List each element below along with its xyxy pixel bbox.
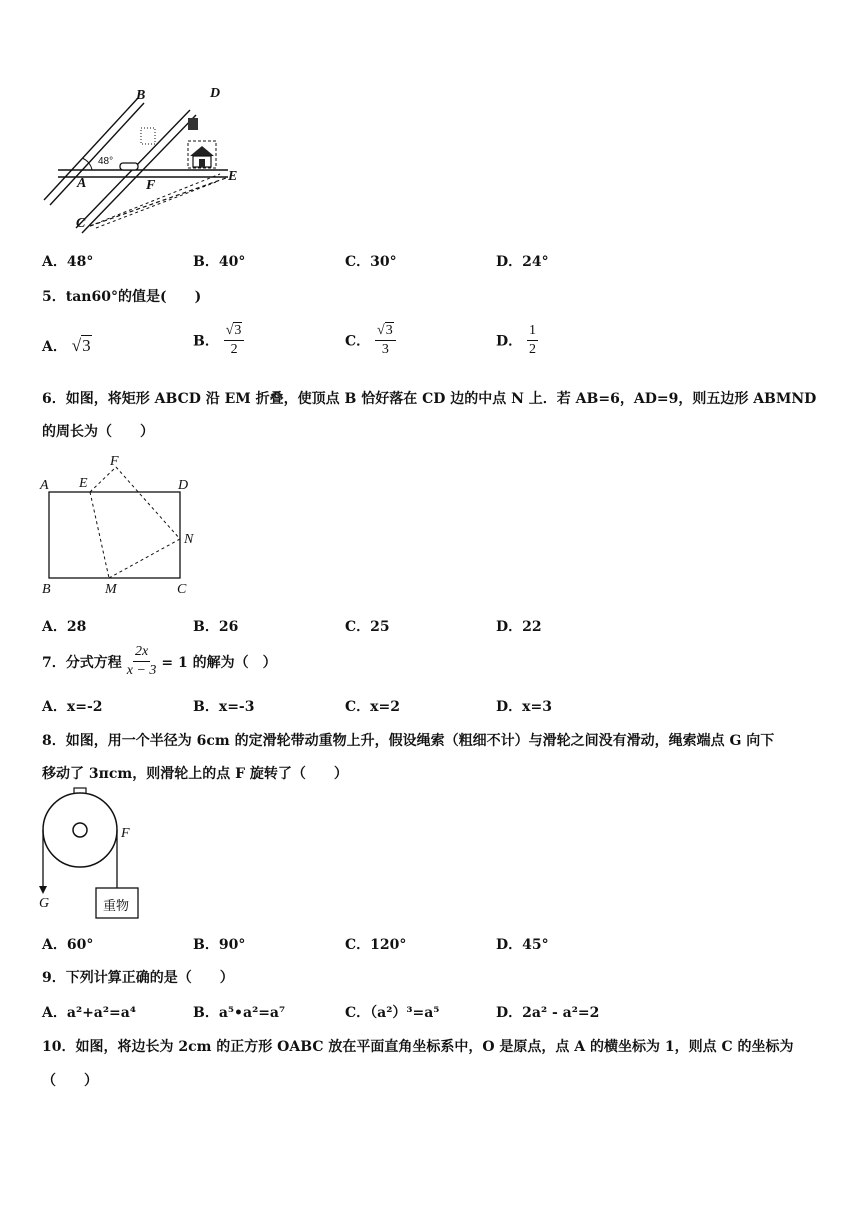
q4-option-d[interactable]: D．24° xyxy=(496,254,549,270)
q7-option-a[interactable]: A．x=-2 xyxy=(42,699,103,715)
q10-stem-line1: 10．如图，将边长为 2cm 的正方形 OABC 放在平面直角坐标系中，O 是原点，点 A 的横坐标为 1，则点 C 的坐标为 xyxy=(42,1039,794,1055)
q4-label-d: D xyxy=(210,86,221,101)
q6-stem-line1: 6．如图，将矩形 ABCD 沿 EM 折叠，使顶点 B 恰好落在 CD 边的中点 N 上．若 AB=6，AD=9，则五边形 ABMND xyxy=(42,391,817,407)
q6-label-e: E xyxy=(79,476,88,491)
q7-stem: 7．分式方程 $\frac{2x}{x - 3}$ = 1 的解为（ ） xyxy=(42,644,277,678)
q5-option-d[interactable]: D． $\frac{1}{2}$ xyxy=(496,323,537,357)
q6-label-c: C xyxy=(177,582,187,597)
q6-option-d[interactable]: D．22 xyxy=(496,619,542,635)
q5-stem: 5．tan60°的值是( ) xyxy=(42,289,202,305)
q6-label-m: M xyxy=(105,582,117,597)
q7-option-b[interactable]: B．x=-3 xyxy=(193,699,255,715)
q6-option-c[interactable]: C．25 xyxy=(345,619,390,635)
q8-option-a[interactable]: A．60° xyxy=(42,937,94,953)
q4-label-f: F xyxy=(146,178,156,193)
q6-label-b: B xyxy=(42,582,51,597)
q6-option-b[interactable]: B．26 xyxy=(193,619,239,635)
q4-label-a: A xyxy=(77,176,87,191)
q9-stem: 9．下列计算正确的是（ ） xyxy=(42,970,234,986)
q9-option-a[interactable]: A．a²+a²=a⁴ xyxy=(42,1005,136,1021)
q8-figure xyxy=(36,788,146,923)
q5-option-c[interactable]: C． $\frac{√3}{3}$ xyxy=(345,322,396,359)
q4-label-c: C xyxy=(76,216,86,231)
q6-label-a: A xyxy=(40,478,49,493)
q8-option-b[interactable]: B．90° xyxy=(193,937,246,953)
q7-option-c[interactable]: C．x=2 xyxy=(345,699,400,715)
q4-option-a[interactable]: A．48° xyxy=(42,254,94,270)
q5-option-b[interactable]: B． $\frac{√3}{2}$ xyxy=(193,322,244,359)
q4-figure xyxy=(38,88,258,233)
q4-option-b[interactable]: B．40° xyxy=(193,254,246,270)
q4-angle-label: 48° xyxy=(98,156,114,167)
q4-option-c[interactable]: C．30° xyxy=(345,254,397,270)
q9-option-c[interactable]: C．（a²）³=a⁵ xyxy=(345,1005,440,1021)
q8-stem-line1: 8．如图，用一个半径为 6cm 的定滑轮带动重物上升，假设绳索（粗细不计）与滑轮之间没有滑动，绳索端点 G 向下 xyxy=(42,733,775,749)
q9-option-b[interactable]: B．a⁵•a²=a⁷ xyxy=(193,1005,286,1021)
q8-label-f: F xyxy=(121,826,130,841)
q5-option-a[interactable]: A． √3 xyxy=(42,336,91,355)
q8-stem-line2: 移动了 3πcm，则滑轮上的点 F 旋转了（ ） xyxy=(42,766,348,782)
q9-option-d[interactable]: D．2a² - a²=2 xyxy=(496,1005,600,1021)
q8-weight-label: 重物 xyxy=(103,899,130,914)
q6-option-a[interactable]: A．28 xyxy=(42,619,87,635)
q8-label-g: G xyxy=(39,896,50,911)
q6-label-n: N xyxy=(184,532,194,547)
q4-label-b: B xyxy=(136,88,146,103)
q7-option-d[interactable]: D．x=3 xyxy=(496,699,552,715)
q4-label-e: E xyxy=(228,169,238,184)
q10-stem-line2: （ ） xyxy=(42,1073,98,1089)
q6-label-f: F xyxy=(110,454,119,469)
q6-stem-line2: 的周长为（ ） xyxy=(42,424,154,440)
q6-label-d: D xyxy=(178,478,189,493)
q8-option-d[interactable]: D．45° xyxy=(496,937,549,953)
q8-option-c[interactable]: C．120° xyxy=(345,937,407,953)
q6-figure xyxy=(40,455,210,600)
